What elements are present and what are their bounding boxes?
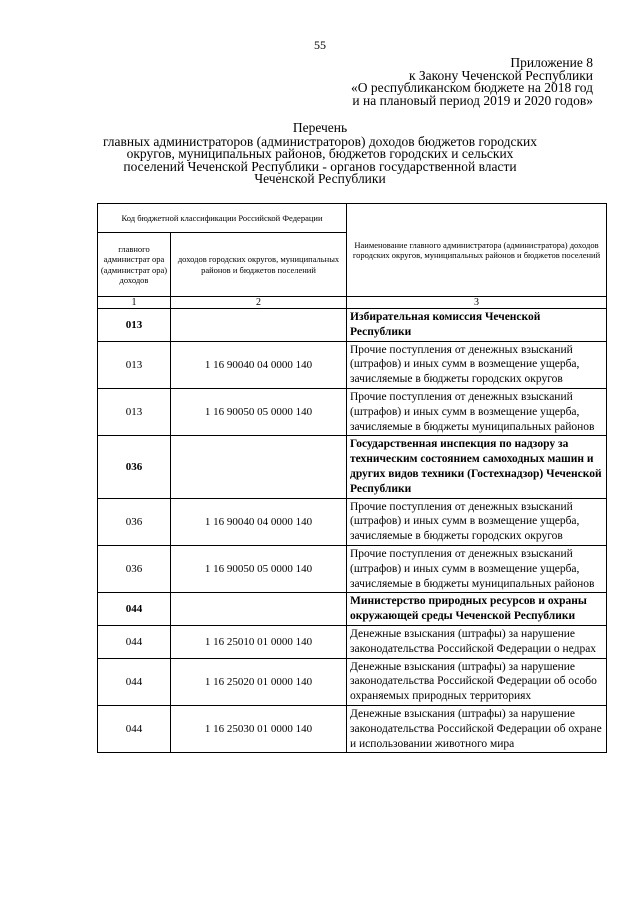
admin-code-cell: 044 [98, 625, 171, 658]
column-number: 1 [98, 297, 171, 309]
admin-code-cell: 044 [98, 705, 171, 752]
income-code-cell [171, 309, 347, 342]
title-line: округов, муниципальных районов, бюджетов городских и сельских [126, 146, 514, 161]
table-row [98, 341, 607, 388]
income-code-cell: 1 16 90050 05 0000 140 [171, 545, 347, 592]
title-line: поселений Чеченской Республики - органов государственной власти [123, 158, 517, 174]
income-code-cell: 1 16 25010 01 0000 140 [171, 625, 347, 658]
page-number: 55 [314, 38, 326, 52]
income-code-cell [171, 593, 347, 626]
name-cell: Денежные взыскания (штрафы) за нарушение законодательства Российской Федерации об особо охраняемых природных территориях [347, 658, 607, 705]
table-row [98, 388, 607, 435]
name-cell: Прочие поступления от денежных взысканий (штрафов) и иных сумм в возмещение ущерба, зачисляемые в бюджеты городских округов [347, 341, 607, 388]
table-row [98, 658, 607, 705]
column-number: 3 [347, 297, 607, 309]
table-row [98, 625, 607, 658]
appendix-line: «О республиканском бюджете на 2018 год [350, 80, 593, 95]
name-cell: Прочие поступления от денежных взысканий (штрафов) и иных сумм в возмещение ущерба, зачисляемые в бюджеты городских округов [347, 498, 607, 545]
admin-code-cell: 036 [98, 545, 171, 592]
admin-code-header: главного администрат ора (администрат ора) доходов [98, 233, 171, 297]
name-cell: Прочие поступления от денежных взысканий (штрафов) и иных сумм в возмещение ущерба, зачисляемые в бюджеты муниципальных районов [347, 545, 607, 592]
name-cell: Государственная инспекция по надзору за техническим состоянием самоходных машин и других видов техники (Гостехнадзор) Чеченской Республики [347, 436, 607, 498]
administrators-table [97, 203, 607, 753]
admin-code-cell: 013 [98, 309, 171, 342]
table-row [98, 545, 607, 592]
kbk-header: Код бюджетной классификации Российской Федерации [98, 204, 347, 233]
appendix-line: и на плановый период 2019 и 2020 годов» [352, 92, 593, 108]
admin-code-cell: 036 [98, 498, 171, 545]
table-row [98, 436, 607, 498]
appendix-line: к Закону Чеченской Республики [408, 67, 593, 83]
title-heading: Перечень [292, 120, 348, 135]
admin-code-cell: 044 [98, 658, 171, 705]
document-title [60, 122, 580, 186]
admin-code-cell: 013 [98, 388, 171, 435]
table-row [98, 593, 607, 626]
income-code-cell: 1 16 90050 05 0000 140 [171, 388, 347, 435]
table-row [98, 705, 607, 752]
admin-code-cell: 044 [98, 593, 171, 626]
table-row [98, 309, 607, 342]
appendix-note [351, 57, 593, 107]
income-code-cell: 1 16 25020 01 0000 140 [171, 658, 347, 705]
name-cell: Министерство природных ресурсов и охраны окружающей среды Чеченской Республики [347, 593, 607, 626]
title-line: главных администраторов (администраторов) доходов бюджетов городских [102, 133, 538, 149]
income-code-cell: 1 16 90040 04 0000 140 [171, 341, 347, 388]
appendix-line: Приложение 8 [510, 55, 593, 70]
title-line: Чеченской Республики [254, 171, 386, 186]
name-header: Наименование главного администратора (администратора) доходов городских округов, муниципальных районов и бюджетов поселений [347, 204, 607, 297]
name-cell: Денежные взыскания (штрафы) за нарушение законодательства Российской Федерации о недрах [347, 625, 607, 658]
admin-code-cell: 013 [98, 341, 171, 388]
income-code-header: доходов городских округов, муниципальных районов и бюджетов поселений [171, 233, 347, 297]
income-code-cell: 1 16 25030 01 0000 140 [171, 705, 347, 752]
income-code-cell: 1 16 90040 04 0000 140 [171, 498, 347, 545]
income-code-cell [171, 436, 347, 498]
name-cell: Прочие поступления от денежных взысканий (штрафов) и иных сумм в возмещение ущерба, зачисляемые в бюджеты муниципальных районов [347, 388, 607, 435]
admin-code-cell: 036 [98, 436, 171, 498]
name-cell: Денежные взыскания (штрафы) за нарушение законодательства Российской Федерации об охране и использовании животного мира [347, 705, 607, 752]
column-number: 2 [171, 297, 347, 309]
table-row [98, 498, 607, 545]
name-cell: Избирательная комиссия Чеченской Республики [347, 309, 607, 342]
